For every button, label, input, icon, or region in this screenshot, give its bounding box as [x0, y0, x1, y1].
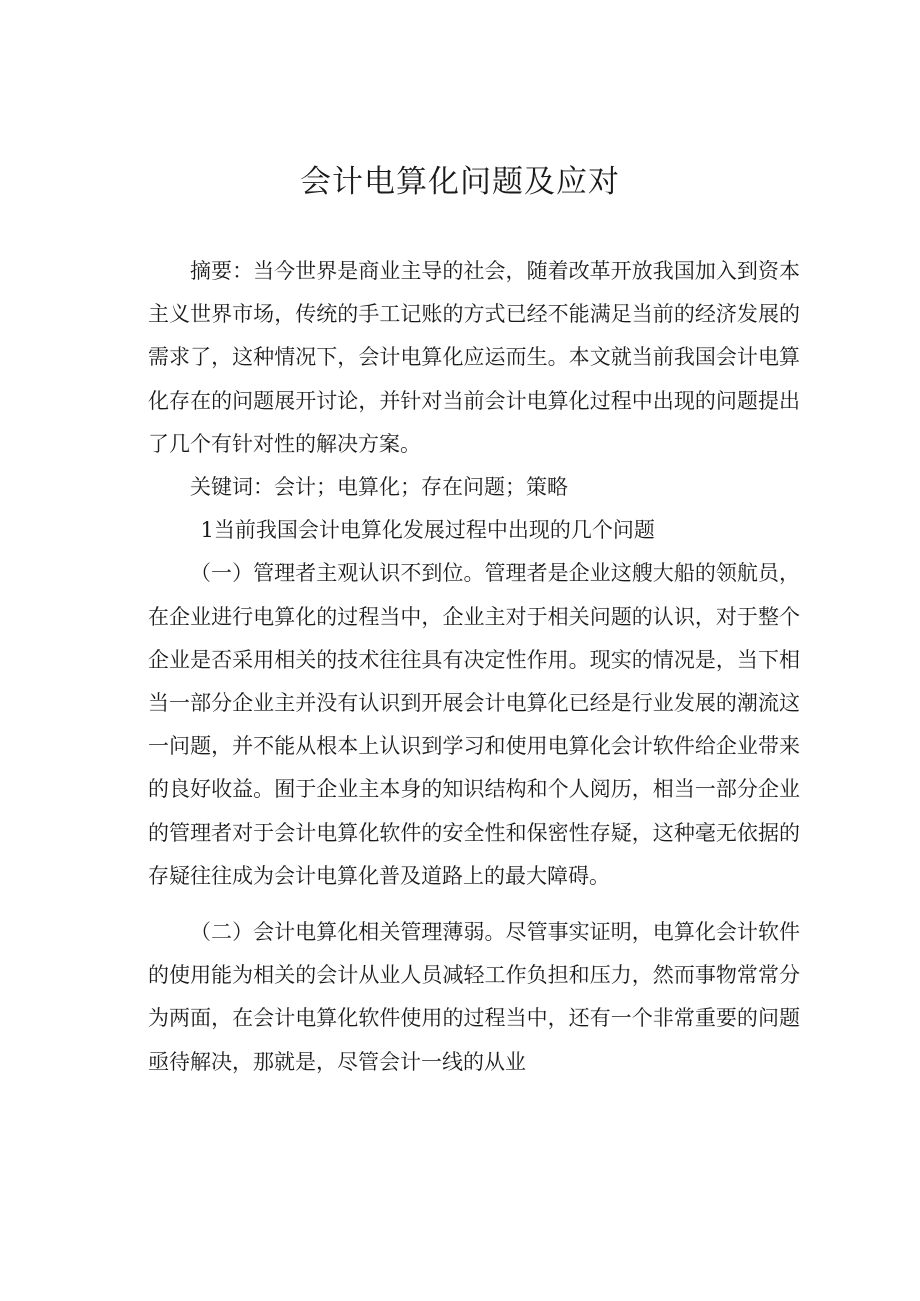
abstract-paragraph: 摘要：当今世界是商业主导的社会，随着改革开放我国加入到资本主义世界市场，传统的手工记账的方式已经不能满足当前的经济发展的需求了，这种情况下，会计电算化应运而生。本文就当前我国会计电算化存在的问题展开讨论，并针对当前会计电算化过程中出现的问题提出了几个有针对性的解决方案。: [148, 259, 800, 456]
body-paragraph-2: （二）会计电算化相关管理薄弱。尽管事实证明，电算化会计软件的使用能为相关的会计从业人员减轻工作负担和压力，然而事物常常分为两面，在会计电算化软件使用的过程当中，还有一个非常重要的问题亟待解决，那就是，尽管会计一线的从业: [148, 920, 800, 1074]
document-title: 会计电算化问题及应对: [300, 164, 620, 200]
keywords-line: 关键词：会计；电算化；存在问题；策略: [190, 475, 568, 500]
document-body: [148, 250, 800, 1084]
body-paragraph-1: （一）管理者主观认识不到位。管理者是企业这艘大船的领航员，在企业进行电算化的过程当中，企业主对于相关问题的认识，对于整个企业是否采用相关的技术往往具有决定性作用。现实的情况是，当下相当一部分企业主并没有认识到开展会计电算化已经是行业发展的潮流这一问题，并不能从根本上认识到学习和使用电算化会计软件给企业带来的良好收益。囿于企业主本身的知识结构和个人阅历，相当一部分企业的管理者对于会计电算化软件的安全性和保密性存疑，这种毫无依据的存疑往往成为会计电算化普及道路上的最大障碍。: [148, 561, 800, 888]
section-heading: 1当前我国会计电算化发展过程中出现的几个问题: [200, 518, 655, 543]
